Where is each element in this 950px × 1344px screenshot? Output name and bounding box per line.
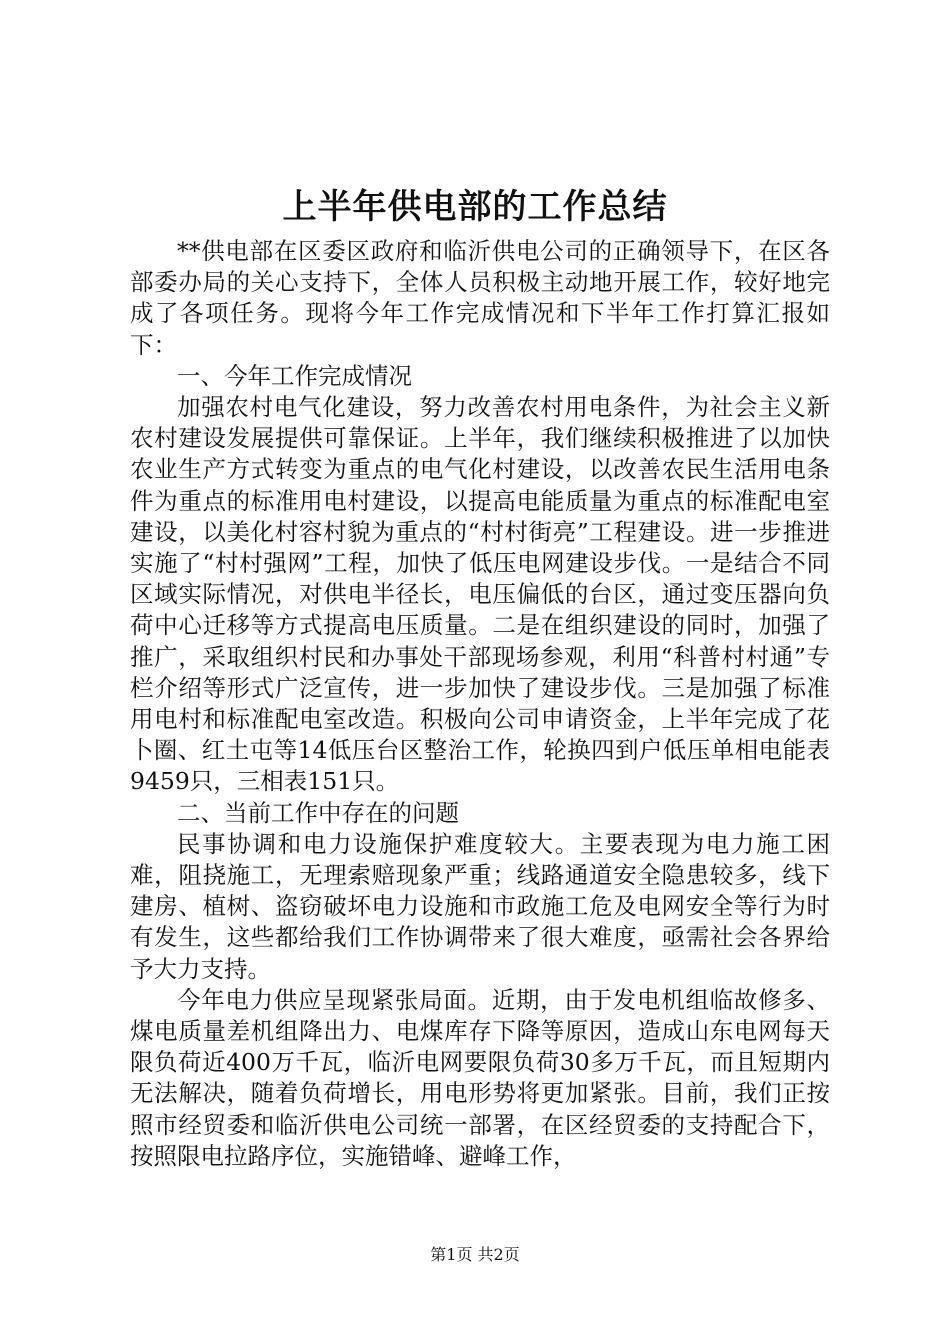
- intro-paragraph: **供电部在区委区政府和临沂供电公司的正确领导下，在区各部委办局的关心支持下，全体人员积极主动地开展工作，较好地完成了各项任务。现将今年工作完成情况和下半年工作打算汇报如下：: [130, 237, 830, 359]
- section-heading-2: 二、当前工作中存在的问题: [177, 798, 459, 827]
- document-title: 上半年供电部的工作总结: [282, 187, 668, 227]
- section-heading-1: 一、今年工作完成情况: [177, 361, 412, 390]
- body-paragraph: 今年电力供应呈现紧张局面。近期，由于发电机组临故修多、煤电质量差机组降出力、电煤库存下降等原因，造成山东电网每天限负荷近400万千瓦，临沂电网要限负荷30多万千瓦，而且短期内无法解决，随着负荷增长，用电形势将更加紧张。目前，我们正按照市经贸委和临沂供电公司统一部署，在区经贸委的支持配合下，按照限电拉路序位，实施错峰、避峰工作，: [130, 985, 830, 1170]
- page-footer: 第1页 共2页: [430, 1245, 520, 1264]
- body-paragraph: 民事协调和电力设施保护难度较大。主要表现为电力施工困难，阻挠施工，无理索赔现象严重；线路通道安全隐患较多，线下建房、植树、盗窃破坏电力设施和市政施工危及电网安全等行为时有发生，这些都给我们工作协调带来了很大难度，亟需社会各界给予大力支持。: [130, 829, 830, 983]
- document-body: [130, 236, 830, 1172]
- body-paragraph: 加强农村电气化建设，努力改善农村用电条件，为社会主义新农村建设发展提供可靠保证。上半年，我们继续积极推进了以加快农业生产方式转变为重点的电气化村建设，以改善农民生活用电条件为重点的标准用电村建设，以提高电能质量为重点的标准配电室建设，以美化村容村貌为重点的“村村街亮”工程建设。进一步推进实施了“村村强网”工程，加快了低压电网建设步伐。一是结合不同区域实际情况，对供电半径长，电压偏低的台区，通过变压器向负荷中心迁移等方式提高电压质量。二是在组织建设的同时，加强了推广，采取组织村民和办事处干部现场参观，利用“科普村村通”专栏介绍等形式广泛宣传，进一步加快了建设步伐。三是加强了标准用电村和标准配电室改造。积极向公司申请资金，上半年完成了花卜圈、红土屯等14低压台区整治工作，轮换四到户低压单相电能表9459只，三相表151只。: [130, 393, 830, 796]
